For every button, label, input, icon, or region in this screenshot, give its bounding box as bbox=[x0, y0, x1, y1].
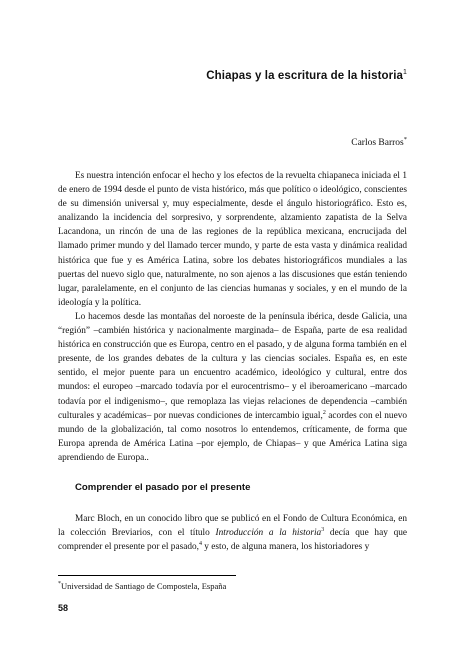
footnote-divider bbox=[58, 575, 236, 576]
footnote-ref-3: 3 bbox=[321, 527, 325, 534]
paragraph-2-text-b: acordes con el nuevo mundo de la globalización, tal como nosotros lo entendemos, críticamente, de forma que Europa aprenda de América Latina –por ejemplo, de Chiapas– y que América Latina siga aprendiendo de Europa.. bbox=[58, 410, 407, 463]
paragraph-3-text-a: Marc Bloch, en un conocido libro que se publicó en el Fondo de Cultura Económica, en la colección Breviarios, con el título bbox=[58, 514, 407, 539]
paragraph-1: Es nuestra intención enfocar el hecho y los efectos de la revuelta chiapaneca iniciada el 1 de enero de 1994 desde el punto de vista histórico, más que político o ideológico, conscientes de su dimensión universal y, muy especialmente, desde el ángulo historiográfico. Esto es, analizando la incidencia del sorpresivo, y sorprendente, alzamiento zapatista de la Selva Lacandona, un rincón de una de las regiones de la república mexicana, encrucijada del llamado primer mundo y del llamado tercer mundo, y parte de esta vasta y dinámica realidad histórica que fue y es América Latina, sobre los debates historiográficos mundiales a las puertas del nuevo siglo que, naturalmente, no son ajenos a las discusiones que están teniendo lugar, paralelamente, en el conjunto de las ciencias humanas y sociales, y en el mundo de la ideología y la política. bbox=[58, 171, 407, 308]
section-heading: Comprender el pasado por el presente bbox=[75, 481, 251, 493]
footnote bbox=[58, 581, 226, 591]
paragraph-3-text-c: y esto, de alguna manera, los historiadores y bbox=[201, 542, 370, 553]
footnote-mark: * bbox=[58, 581, 61, 588]
author-byline bbox=[351, 136, 407, 148]
page-number: 58 bbox=[58, 603, 69, 613]
paragraph-2-text-a: Lo hacemos desde las montañas del noroeste de la península ibérica, desde Galicia, una “región” –cambién histórica y nacionalmente marginada– de España, parte de esa realidad histórica en construcción que es Europa, centro en el pasado, y de alguna forma también en el presente, de los grandes debates de la cultura y las ciencias sociales. España es, en este sentido, el mejor puente para un encuentro académico, ideológico y cultural, entre dos mundos: el europeo –marcado todavía por el eurocentrismo– y el iberoamericano –marcado todavía por el indigenismo–, que remoplaza las viejas relaciones de dependencia –cambién culturales y académicas– por nuevas condiciones de intercambio igual, bbox=[58, 311, 407, 421]
paragraph-3-text-b: decía que hay que comprender el presente por el pasado, bbox=[58, 528, 407, 553]
article-body bbox=[58, 169, 407, 554]
article-title bbox=[206, 69, 407, 82]
footnote-ref-2: 2 bbox=[322, 409, 326, 416]
title-footnote-ref: 1 bbox=[403, 69, 407, 76]
article-title-text: Chiapas y la escritura de la historia bbox=[206, 69, 403, 82]
book-title: Introducción a la historia bbox=[215, 528, 322, 539]
paragraph-2 bbox=[58, 310, 407, 465]
footnote-ref-4: 4 bbox=[198, 541, 202, 548]
author-footnote-ref: * bbox=[403, 136, 407, 143]
author-name: Carlos Barros bbox=[351, 138, 404, 149]
footnote-text: Universidad de Santiago de Compostela, España bbox=[61, 581, 227, 591]
paragraph-3 bbox=[58, 512, 407, 554]
